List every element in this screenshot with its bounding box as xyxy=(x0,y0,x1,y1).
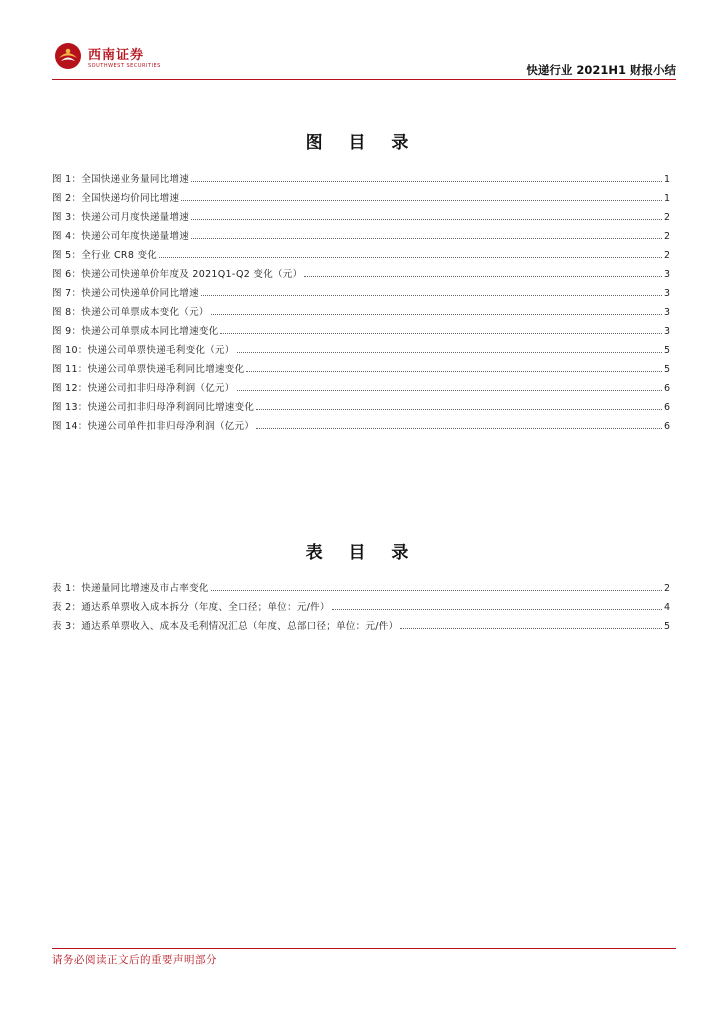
figure-toc-entry[interactable] xyxy=(52,299,670,318)
toc-entry-label: 图 3：快递公司月度快递量增速 xyxy=(52,212,190,223)
toc-page-number: 2 xyxy=(663,250,670,261)
toc-page-number: 2 xyxy=(663,212,670,223)
toc-page-number: 3 xyxy=(663,307,670,318)
toc-entry-label: 图 9：快递公司单票成本同比增速变化 xyxy=(52,326,219,337)
figures-toc-title: 图 目 录 xyxy=(305,133,419,153)
toc-dot-leader xyxy=(201,295,662,296)
toc-dot-leader xyxy=(211,590,662,591)
toc-page-number: 5 xyxy=(663,364,670,375)
toc-dot-leader xyxy=(256,428,662,429)
figure-toc-entry[interactable] xyxy=(52,185,670,204)
figure-toc-entry[interactable] xyxy=(52,166,670,185)
toc-page-number: 5 xyxy=(663,621,670,632)
toc-entry-label: 图 4：快递公司年度快递量增速 xyxy=(52,231,190,242)
figure-toc-entry[interactable] xyxy=(52,375,670,394)
toc-entry-label: 图 6：快递公司快递单价年度及 2021Q1-Q2 变化（元） xyxy=(52,269,303,280)
figures-toc xyxy=(52,166,670,432)
figure-toc-entry[interactable] xyxy=(52,318,670,337)
toc-entry-label: 表 1：快递量同比增速及市占率变化 xyxy=(52,583,209,594)
toc-page-number: 5 xyxy=(663,345,670,356)
toc-dot-leader xyxy=(191,219,662,220)
figure-toc-entry[interactable] xyxy=(52,242,670,261)
toc-entry-label: 表 3：通达系单票收入、成本及毛利情况汇总（年度、总部口径；单位：元/件） xyxy=(52,621,399,632)
figure-toc-entry[interactable] xyxy=(52,394,670,413)
toc-entry-label: 图 12：快递公司扣非归母净利润（亿元） xyxy=(52,383,235,394)
toc-page-number: 6 xyxy=(663,421,670,432)
toc-page-number: 3 xyxy=(663,269,670,280)
toc-page-number: 6 xyxy=(663,383,670,394)
toc-dot-leader xyxy=(181,200,662,201)
brand-name-en: SOUTHWEST SECURITIES xyxy=(88,63,161,69)
toc-dot-leader xyxy=(237,390,662,391)
toc-dot-leader xyxy=(211,314,662,315)
toc-entry-label: 图 11：快递公司单票快递毛利同比增速变化 xyxy=(52,364,245,375)
toc-page-number: 4 xyxy=(663,602,670,613)
toc-entry-label: 图 14：快递公司单件扣非归母净利润（亿元） xyxy=(52,421,255,432)
figure-toc-entry[interactable] xyxy=(52,261,670,280)
brand-name-cn: 西南证券 xyxy=(88,48,145,63)
toc-page-number: 1 xyxy=(663,174,670,185)
toc-page-number: 3 xyxy=(663,288,670,299)
tables-toc xyxy=(52,575,670,632)
toc-dot-leader xyxy=(237,352,662,353)
toc-dot-leader xyxy=(256,409,662,410)
report-title: 快递行业 2021H1 财报小结 xyxy=(526,63,676,77)
southwest-securities-logo-icon xyxy=(54,42,82,70)
toc-page-number: 3 xyxy=(663,326,670,337)
toc-dot-leader xyxy=(400,628,662,629)
toc-entry-label: 图 5：全行业 CR8 变化 xyxy=(52,250,158,261)
toc-entry-label: 图 1：全国快递业务量同比增速 xyxy=(52,174,190,185)
figure-toc-entry[interactable] xyxy=(52,204,670,223)
toc-entry-label: 图 7：快递公司快递单价同比增速 xyxy=(52,288,199,299)
toc-entry-label: 表 2：通达系单票收入成本拆分（年度、全口径；单位：元/件） xyxy=(52,602,330,613)
toc-page-number: 2 xyxy=(663,231,670,242)
footer-divider xyxy=(52,948,676,949)
toc-dot-leader xyxy=(304,276,662,277)
figure-toc-entry[interactable] xyxy=(52,280,670,299)
tables-toc-title: 表 目 录 xyxy=(305,543,419,563)
page-header xyxy=(52,40,676,80)
toc-dot-leader xyxy=(191,181,662,182)
footer-disclaimer: 请务必阅读正文后的重要声明部分 xyxy=(52,954,217,966)
header-divider xyxy=(52,79,676,80)
toc-dot-leader xyxy=(332,609,662,610)
toc-page-number: 2 xyxy=(663,583,670,594)
table-toc-entry[interactable] xyxy=(52,613,670,632)
table-toc-entry[interactable] xyxy=(52,575,670,594)
toc-entry-label: 图 10：快递公司单票快递毛利变化（元） xyxy=(52,345,235,356)
toc-page-number: 6 xyxy=(663,402,670,413)
brand-logo xyxy=(54,42,194,76)
toc-dot-leader xyxy=(159,257,662,258)
figure-toc-entry[interactable] xyxy=(52,223,670,242)
toc-page-number: 1 xyxy=(663,193,670,204)
toc-entry-label: 图 8：快递公司单票成本变化（元） xyxy=(52,307,209,318)
figure-toc-entry[interactable] xyxy=(52,337,670,356)
table-toc-entry[interactable] xyxy=(52,594,670,613)
toc-entry-label: 图 13：快递公司扣非归母净利润同比增速变化 xyxy=(52,402,255,413)
toc-dot-leader xyxy=(220,333,661,334)
toc-dot-leader xyxy=(191,238,662,239)
toc-entry-label: 图 2：全国快递均价同比增速 xyxy=(52,193,180,204)
figure-toc-entry[interactable] xyxy=(52,356,670,375)
toc-dot-leader xyxy=(246,371,662,372)
figure-toc-entry[interactable] xyxy=(52,413,670,432)
